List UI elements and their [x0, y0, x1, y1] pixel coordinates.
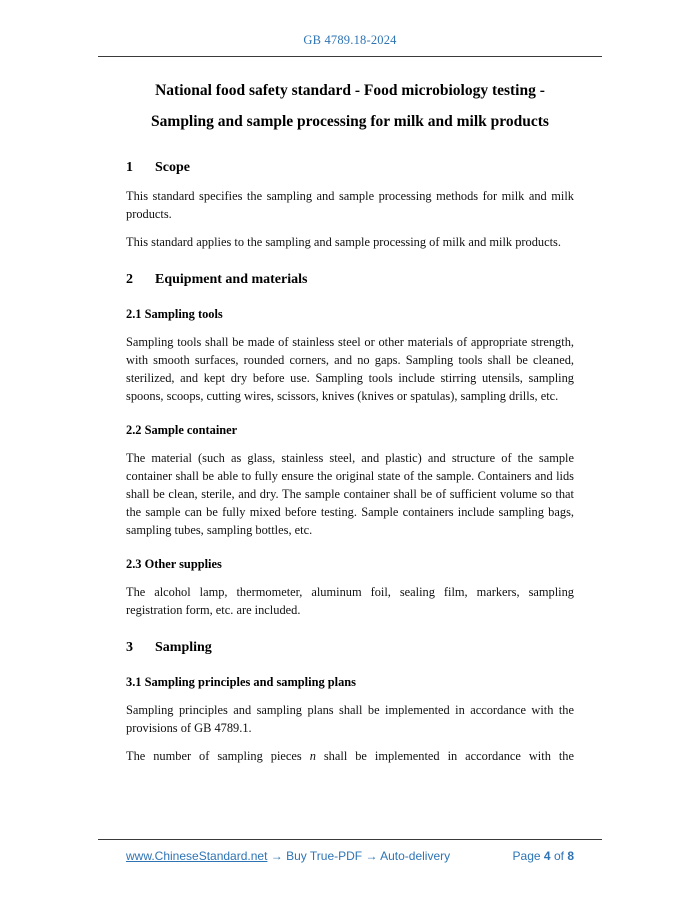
variable-n: n — [309, 749, 316, 763]
subsection-2-1-heading: 2.1 Sampling tools — [126, 307, 223, 321]
total-pages: 8 — [567, 849, 574, 863]
paragraph-scope-2: This standard applies to the sampling and sample processing of milk and milk products. — [126, 235, 561, 249]
current-page-number: 4 — [543, 849, 551, 863]
paragraph-sampling-tools: Sampling tools shall be made of stainless steel or other materials of appropriate strength, with smooth surfaces, rounded corners, and no gaps. Sampling tools shall be cleaned, sterilized, and kept dry before use. Sampling tools include stirring utensils, sampling spoons, scoops, cutting wires, scissors, knives (knives or spatulas), sampling drills, etc. — [126, 335, 574, 403]
website-link[interactable]: www.ChineseStandard.net — [126, 849, 268, 863]
section-3-number: 3 — [126, 640, 133, 655]
section-2-title: Equipment and materials — [155, 272, 308, 287]
section-1-number: 1 — [126, 160, 133, 175]
document-title — [126, 75, 574, 137]
subsection-2-3-heading: 2.3 Other supplies — [126, 557, 222, 571]
document-number: GB 4789.18-2024 — [303, 33, 397, 47]
page-footer — [98, 839, 602, 864]
page-word: Page — [512, 849, 541, 863]
page-indicator — [513, 848, 574, 864]
paragraph-sampling-pieces — [126, 747, 574, 765]
paragraph-text-after: shall be implemented in accordance with the — [315, 749, 574, 763]
subsection-2-2-heading: 2.2 Sample container — [126, 423, 238, 437]
page-header — [98, 32, 602, 57]
section-1-heading — [126, 159, 574, 177]
paragraph-text-before: The number of sampling pieces — [126, 749, 310, 763]
section-2-heading — [126, 271, 574, 289]
title-line-2: Sampling and sample processing for milk and milk products — [151, 113, 549, 130]
section-2-number: 2 — [126, 272, 133, 287]
of-word: of — [553, 849, 564, 863]
subsection-3-1-heading: 3.1 Sampling principles and sampling plans — [126, 675, 356, 689]
section-3-title: Sampling — [155, 640, 212, 655]
footer-row — [126, 848, 574, 864]
paragraph-sampling-principles: Sampling principles and sampling plans shall be implemented in accordance with the provisions of GB 4789.1. — [126, 703, 574, 735]
paragraph-other-supplies: The alcohol lamp, thermometer, aluminum foil, sealing film, markers, sampling registration form, etc. are included. — [126, 585, 574, 617]
paragraph-sample-container: The material (such as glass, stainless steel, and plastic) and structure of the sample container shall be able to fully ensure the original state of the sample. Containers and lids shall be clean, sterile, and dry. The sample container shall be of sufficient volume so that the sample can be fully mixed before testing. Sample containers include sampling bags, sampling tubes, sampling bottles, etc. — [126, 451, 574, 537]
section-1-title: Scope — [155, 160, 190, 175]
paragraph-scope-1: This standard specifies the sampling and sample processing methods for milk and milk products. — [126, 189, 574, 221]
footer-tagline: → Buy True-PDF → Auto-delivery — [267, 849, 451, 863]
document-body — [98, 75, 602, 765]
title-line-1: National food safety standard - Food microbiology testing - — [155, 82, 545, 99]
section-3-heading — [126, 639, 574, 657]
footer-source — [126, 848, 450, 864]
